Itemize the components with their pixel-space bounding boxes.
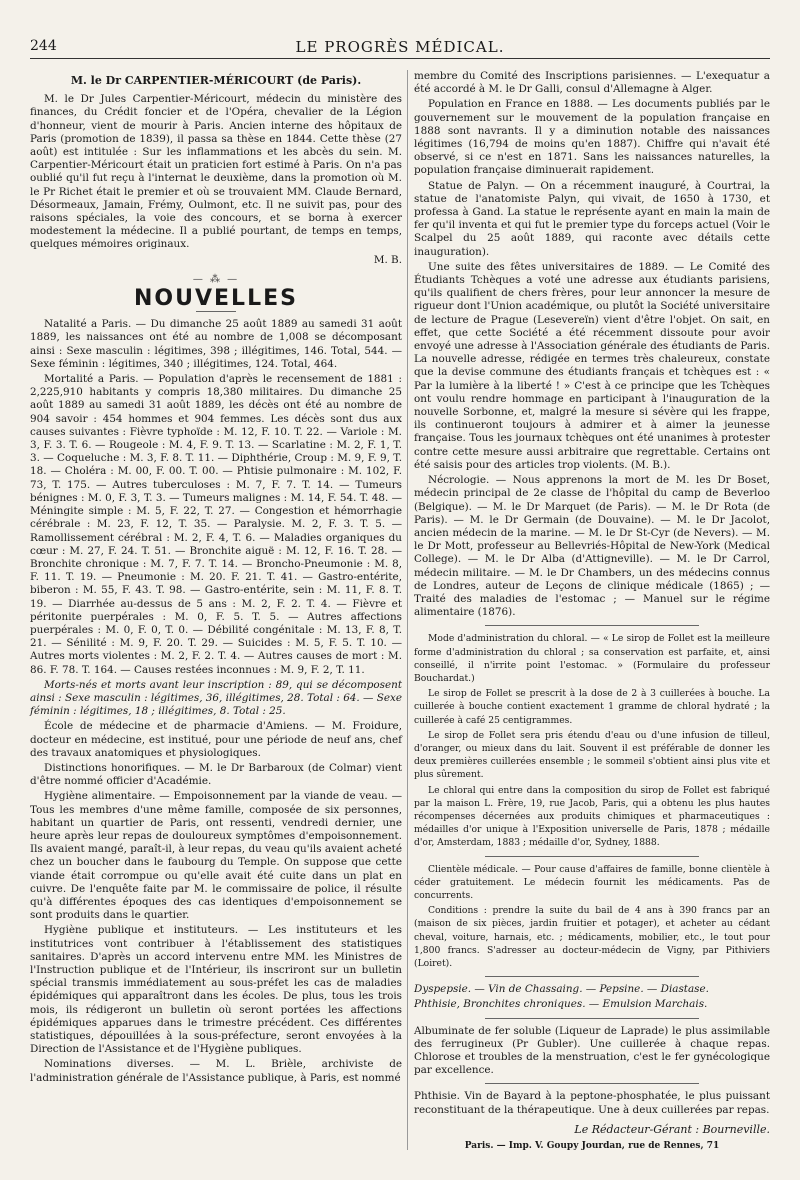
ad-text: Phthisie. Vin de Bayard à la peptone-phosphatée, le plus puissant reconstituant de la thérapeutique. Une à deux cuillerées par repas. xyxy=(414,1090,770,1116)
hygiene-alimentaire-paragraph: Hygiène alimentaire. — Empoisonnement par la viande de veau. — Tous les membres d'une même famille, composée de six personnes, habitant un quartier de Paris, ont ressenti, vendredi dernier, une heure après leur repas de douloureux symptômes d'empoisonnement. Ils avaient mangé, paraît-il, à leur repas, du veau qu'ils avaient acheté chez un boucher dans le faubourg du Temple. On suppose que cette viande était corrompue ou qu'elle avait été cuite dans un plat en cuivre. De l'enquête faite par M. le commissaire de police, il résulte qu'à différentes époques des cas identiques d'empoisonnement se sont produits dans le quartier. xyxy=(30,790,402,922)
obituary-signature: M. B. xyxy=(373,253,402,266)
divider xyxy=(485,976,699,977)
natalite-paragraph: Natalité a Paris. — Du dimanche 25 août 1889 au samedi 31 août 1889, les naissances ont été au nombre de 1,008 se décomposant ainsi : Sexe masculin : légitimes, 398 ; illégitimes, 146. Total, 544. — Sexe féminin : légitimes, 340 ; illégitimes, 124. Total, 464. xyxy=(30,318,402,370)
section-title: NOUVELLES xyxy=(134,286,298,312)
divider xyxy=(485,856,699,857)
chloral-paragraph-3: Le sirop de Follet sera pris étendu d'eau ou d'une infusion de tilleul, d'oranger, ou mieux dans du lait. Souvent il est préférable de donner les deux premières cuillerées ensemble ; le sommeil s'obtient ainsi plus vite et plus sûrement. xyxy=(414,729,770,781)
nominations-paragraph: Nominations diverses. — M. L. Brièle, archiviste de l'administration générale de l'Assistance publique, à Paris, est nommé xyxy=(30,1058,402,1084)
ad-line: Dyspepsie. — Vin de Chassaing. — Pepsine. — Diastase. xyxy=(414,983,709,996)
left-column xyxy=(30,70,402,1087)
advertisement-phthisie xyxy=(414,1090,770,1116)
chloral-paragraph-2: Le sirop de Follet se prescrit à la dose de 2 à 3 cuillerées à bouche. La cuillerée à bouche contient exactement 1 gramme de chloral hydraté ; la cuillerée à café 25 centigrammes. xyxy=(414,688,770,726)
column-rule xyxy=(407,70,408,1150)
ornament-divider: — ⁂ — xyxy=(192,273,240,285)
page-number: 244 xyxy=(30,38,57,54)
chloral-paragraph-4: Le chloral qui entre dans la composition du sirop de Follet est fabriqué par la maison L. Frère, 19, rue Jacob, Paris, qui a obtenu les plus hautes récompenses décernées aux produits chimiques et pharmaceutiques : médailles d'or unique à l'Exposition universelle de Paris, 1878 ; médaille d'or, Amsterdam, 1883 ; médaille d'or, Sydney, 1888. xyxy=(414,784,770,849)
divider xyxy=(485,1083,699,1084)
running-header xyxy=(30,38,770,59)
editor-signature: Le Rédacteur-Gérant : Bourneville. xyxy=(574,1122,770,1136)
morts-nes-paragraph: Morts-nés et morts avant leur inscription : 89, qui se décomposent ainsi : Sexe masculin : légitimes, 36, illégitimes, 28. Total : 64. — Sexe féminin : légitimes, 18 ; illégitimes, 8. Total : 25. xyxy=(30,678,402,718)
obituary-title: M. le Dr CARPENTIER-MÉRICOURT (de Paris). xyxy=(70,74,362,87)
advertisement-dyspepsie xyxy=(414,983,770,1011)
distinctions-paragraph: Distinctions honorifiques. — M. le Dr Barbaroux (de Colmar) vient d'être nommé officier d'Académie. xyxy=(30,761,402,788)
divider xyxy=(485,1018,699,1019)
printer-line: Paris. — Imp. V. Goupy Jourdan, rue de Rennes, 71 xyxy=(464,1141,720,1152)
clientele-paragraph: Clientèle médicale. — Pour cause d'affaires de famille, bonne clientèle à céder gratuitement. Le médecin fournit les médicaments. Pas de concurrents. xyxy=(414,863,770,901)
mortalite-paragraph: Mortalité a Paris. — Population d'après le recensement de 1881 : 2,225,910 habitants y compris 18,380 militaires. Du dimanche 25 août 1889 au samedi 31 août 1889, les décès ont été au nombre de 904 savoir : 454 hommes et 904 femmes. Les décès sont dus aux causes suivantes : Fièvre typhoïde : M. 12, F. 10. T. 22. — Variole : M. 3, F. 3. T. 6. — Rougeole : M. 4, F. 9. T. 13. — Scarlatine : M. 2, F. 1, T. 3. — Coqueluche : M. 3, F. 8. T. 11. — Diphthérie, Croup : M. 9, F. 9, T. 18. — Choléra : M. 00, F. 00. T. 00. — Phtisie pulmonaire : M. 102, F. 73, T. 175. — Autres tuberculoses : M. 7, F. 7. T. 14. — Tumeurs bénignes : M. 0, F. 3, T. 3. — Tumeurs malignes : M. 14, F. 54. T. 48. — Méningite simple : M. 5, F. 22, T. 27. — Congestion et hémorrhagie cérébrale : M. 23, F. 12, T. 35. — Paralysie. M. 2, F. 3. T. 5. — Ramollissement cérébral : M. 2, F. 4, T. 6. — Maladies organiques du cœur : M. 27, F. 24. T. 51. — Bronchite aiguë : M. 12, F. 16. T. 28. — Bronchite chronique : M. 7, F. 7. T. 14. — Broncho-Pneumonie : M. 8, F. 11. T. 19. — Pneumonie : M. 20. F. 21. T. 41. — Gastro-entérite, biberon : M. 55, F. 43. T. 98. — Gastro-entérite, sein : M. 11, F. 8. T. 19. — Diarrhée au-dessus de 5 ans : M. 2, F. 2. T. 4. — Fièvre et péritonite puerpérales : M. 0, F. 5. T. 5. — Autres affections puerpérales : M. 0, F. 0, T. 0. — Débilité congénitale : M. 13, F. 8, T. 21. — Sénilité : M. 9, F. 20. T. 29. — Suicides : M. 5, F. 5. T. 10. — Autres morts violentes : M. 2, F. 2. T. 4. — Autres causes de mort : M. 86. F. 78. T. 164. — Causes restées inconnues : M. 9, F. 2, T. 11. xyxy=(30,373,402,676)
ad-line: Phthisie, Bronchites chroniques. — Emulsion Marchais. xyxy=(414,998,708,1011)
hygiene-publique-paragraph: Hygiène publique et instituteurs. — Les instituteurs et les institutrices vont contribuer à l'établissement des statistiques sanitaires. D'après un accord intervenu entre MM. les Ministres de l'Instruction publique et de l'Intérieur, ils inscriront sur un bulletin spécial transmis immédiatement au sous-préfet les cas de maladies épidémiques qui apparaîtront dans les écoles. De plus, tous les trois mois, ils rédigeront un bulletin où seront portées les affections épidémiques apparues dans le trimestre précédent. Ces différentes statistiques, dépouillées à la sous-préfecture, seront envoyées à la Direction de l'Assistance et de l'Hygiène publiques. xyxy=(30,924,402,1056)
advertisement-albuminate xyxy=(414,1025,770,1078)
obituary-text: M. le Dr Jules Carpentier-Méricourt, médecin du ministère des finances, du Crédit foncier et de l'Opéra, chevalier de la Légion d'honneur, vient de mourir à Paris. Ancien interne des hôpitaux de Paris (promotion de 1839), il passa sa thèse en 1844. Cette thèse (27 août) est intitulée : Sur les inflammations et les abcès du sein. M. Carpentier-Méricourt était un praticien fort estimé à Paris. On n'a pas oublié qu'il fut reçu à l'internat le deuxième, dans la promotion où M. le Pr Richet était le premier et où se trouvaient MM. Claude Bernard, Désormeaux, Jamain, Frémy, Oulmont, etc. Il ne suivit pas, pour des raisons spéciales, la voie des concours, et se borna à exercer modestement la médecine. Il a publié pourtant, de temps en temps, quelques mémoires originaux. xyxy=(30,93,402,251)
statue-paragraph: Statue de Palyn. — On a récemment inauguré, à Courtrai, la statue de l'anatomiste Palyn, qui vivait, de 1650 à 1730, et professa à Gand. La statue le représente ayant en main la main de fer qu'il inventa et qui fut le premier type du forceps actuel (Voir le Scalpel du 25 août 1889, qui raconte avec détails cette inauguration). xyxy=(414,179,770,258)
short-rule xyxy=(196,311,236,312)
chloral-paragraph-1: Mode d'administration du chloral. — « Le sirop de Follet est la meilleure forme d'administration du chloral ; sa conservation est parfaite, et, ainsi conseillé, il n'irrite point l'estomac. » (Formulaire du professeur Bouchardat.) xyxy=(414,633,770,684)
divider xyxy=(485,625,699,626)
conditions-paragraph: Conditions : prendre la suite du bail de 4 ans à 390 francs par an (maison de six pièces, jardin fruitier et potager), et acheter au cédant cheval, voiture, harnais, etc. ; médicaments, mobilier, etc., le tout pour 1,800 francs. S'adresser au docteur-médecin de Vigny, par Pithiviers (Loiret). xyxy=(414,905,770,969)
population-paragraph: Population en France en 1888. — Les documents publiés par le gouvernement sur le mouvement de la population française en 1888 sont navrants. Il y a diminution notable des naissances légitimes (16,794 de moins qu'en 1887). Chiffre qui n'avait été observé, si ce n'est en 1871. Sans les naissances naturelles, la population française diminuerait rapidement. xyxy=(414,98,770,177)
right-column xyxy=(414,70,770,1153)
ad-text: Albuminate de fer soluble (Liqueur de Laprade) le plus assimilable des ferrugineux (Pr Gubler). Une cuillerée à chaque repas. Chlorose et troubles de la menstruation, c'est le fer gynécologique par excellence. xyxy=(414,1024,770,1077)
continuation-paragraph: membre du Comité des Inscriptions parisiennes. — L'exequatur a été accordé à M. le Dr Galli, consul d'Allemagne à Alger. xyxy=(414,70,770,96)
journal-title: LE PROGRÈS MÉDICAL. xyxy=(295,38,505,56)
fetes-paragraph: Une suite des fêtes universitaires de 1889. — Le Comité des Étudiants Tchèques a voté une adresse aux étudiants parisiens, qu'ils qualifient de chers frères, pour leur annoncer la mesure de rigueur dont l'Union académique, ou plutôt la Société universitaire de lecture de Prague (Lesevereïn) vient d'être l'objet. On sait, en effet, que cette Société a été récemment dissoute pour avoir envoyé une adresse à l'Association générale des étudiants de Paris. La nouvelle adresse, rédigée en termes très chaleureux, constate que la devise commune des étudiants français et tchèques est : « Par la lumière à la liberté ! » C'est à ce principe que les Tchèques ont voulu rendre hommage en participant à l'inauguration de la nouvelle Sorbonne, et, malgré la mesure si sévère qui les frappe, ils continueront toujours à admirer et à aimer la jeunesse française. Tous les journaux tchèques ont été unanimes à protester contre cette mesure aussi arbitraire que regrettable. Certains ont été saisis pour des articles trop violents. (M. B.). xyxy=(414,260,770,471)
ecole-paragraph: École de médecine et de pharmacie d'Amiens. — M. Froidure, docteur en médecine, est institué, pour une période de neuf ans, chef des travaux anatomiques et physiologiques. xyxy=(30,720,402,759)
necrologie-paragraph: Nécrologie. — Nous apprenons la mort de M. les Dr Boset, médecin principal de 2e classe de l'hôpital du camp de Beverloo (Belgique). — M. le Dr Marquet (de Paris). — M. le Dr Rota (de Paris). — M. le Dr Germain (de Douvaine). — M. le Dr Jacolot, ancien médecin de la marine. — M. le Dr St-Cyr (de Nevers). — M. le Dr Mott, professeur au Bellevriés-Hôpital de New-York (Medical College). — M. le Dr Alba (d'Attigneville). — M. le Dr Carrol, médecin militaire. — M. le Dr Chambers, un des médecins connus de Londres, auteur de Leçons de clinique médicale (1865) ; — Traité des maladies de l'estomac ; — Manuel sur le régime alimentaire (1876). xyxy=(414,474,770,619)
